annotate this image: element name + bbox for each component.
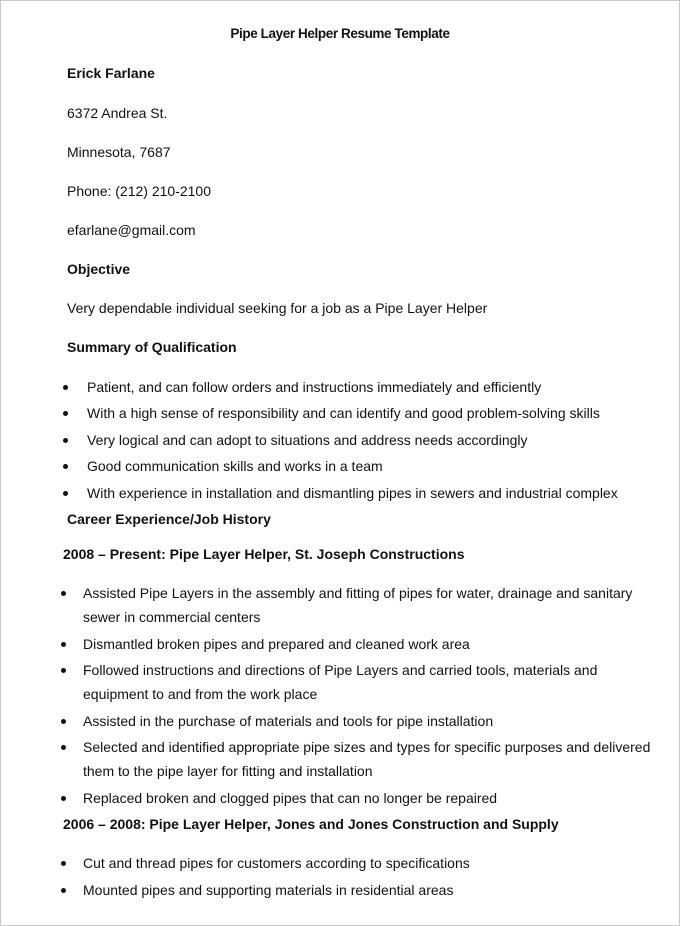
- bullet-icon: [63, 491, 68, 496]
- phone-line: Phone: (212) 210-2100: [67, 183, 211, 199]
- career-heading: Career Experience/Job History: [67, 511, 271, 527]
- list-item-text: Good communication skills and works in a team: [87, 458, 383, 474]
- job-title: 2008 – Present: Pipe Layer Helper, St. Joseph Constructions: [63, 546, 465, 562]
- email-line: efarlane@gmail.com: [67, 222, 196, 238]
- list-item-text: Selected and identified appropriate pipe sizes and types for specific purposes and delivered: [83, 739, 651, 755]
- bullet-icon: [61, 591, 66, 596]
- list-item-text: them to the pipe layer for fitting and installation: [83, 763, 373, 779]
- list-item-text: Followed instructions and directions of Pipe Layers and carried tools, materials and: [83, 662, 598, 678]
- bullet-icon: [63, 385, 68, 390]
- list-item-text: Assisted in the purchase of materials and tools for pipe installation: [83, 713, 494, 729]
- list-item-text: Mounted pipes and supporting materials in residential areas: [83, 882, 454, 898]
- list-item-text: Dismantled broken pipes and prepared and cleaned work area: [83, 636, 470, 652]
- list-item-text: Assisted Pipe Layers in the assembly and fitting of pipes for water, drainage and sanitary: [83, 585, 633, 601]
- bullet-icon: [63, 438, 68, 443]
- job-title: 2006 – 2008: Pipe Layer Helper, Jones and Jones Construction and Supply: [63, 816, 559, 832]
- list-item-text: Patient, and can follow orders and instructions immediately and efficiently: [87, 379, 542, 395]
- bullet-icon: [61, 861, 66, 866]
- bullet-icon: [63, 411, 68, 416]
- objective-heading: Objective: [67, 261, 131, 277]
- list-item-text: equipment to and from the work place: [83, 686, 318, 702]
- list-item-text: Cut and thread pipes for customers according to specifications: [83, 855, 470, 871]
- list-item-text: With experience in installation and dismantling pipes in sewers and industrial complex: [87, 485, 618, 501]
- document-title: Pipe Layer Helper Resume Template: [230, 26, 450, 41]
- bullet-icon: [61, 642, 66, 647]
- list-item-text: Very logical and can adopt to situations and address needs accordingly: [87, 432, 528, 448]
- bullet-icon: [61, 668, 66, 673]
- list-item-text: sewer in commercial centers: [83, 609, 261, 625]
- bullet-icon: [61, 888, 66, 893]
- address-line: 6372 Andrea St.: [67, 105, 168, 121]
- objective-text: Very dependable individual seeking for a job as a Pipe Layer Helper: [67, 300, 488, 316]
- list-item-text: Replaced broken and clogged pipes that can no longer be repaired: [83, 790, 498, 806]
- list-item-text: With a high sense of responsibility and can identify and good problem-solving skills: [87, 405, 600, 421]
- bullet-icon: [61, 745, 66, 750]
- bullet-icon: [63, 464, 68, 469]
- bullet-icon: [61, 796, 66, 801]
- city-line: Minnesota, 7687: [67, 144, 171, 160]
- summary-heading: Summary of Qualification: [67, 339, 237, 355]
- candidate-name: Erick Farlane: [67, 65, 155, 81]
- bullet-icon: [61, 719, 66, 724]
